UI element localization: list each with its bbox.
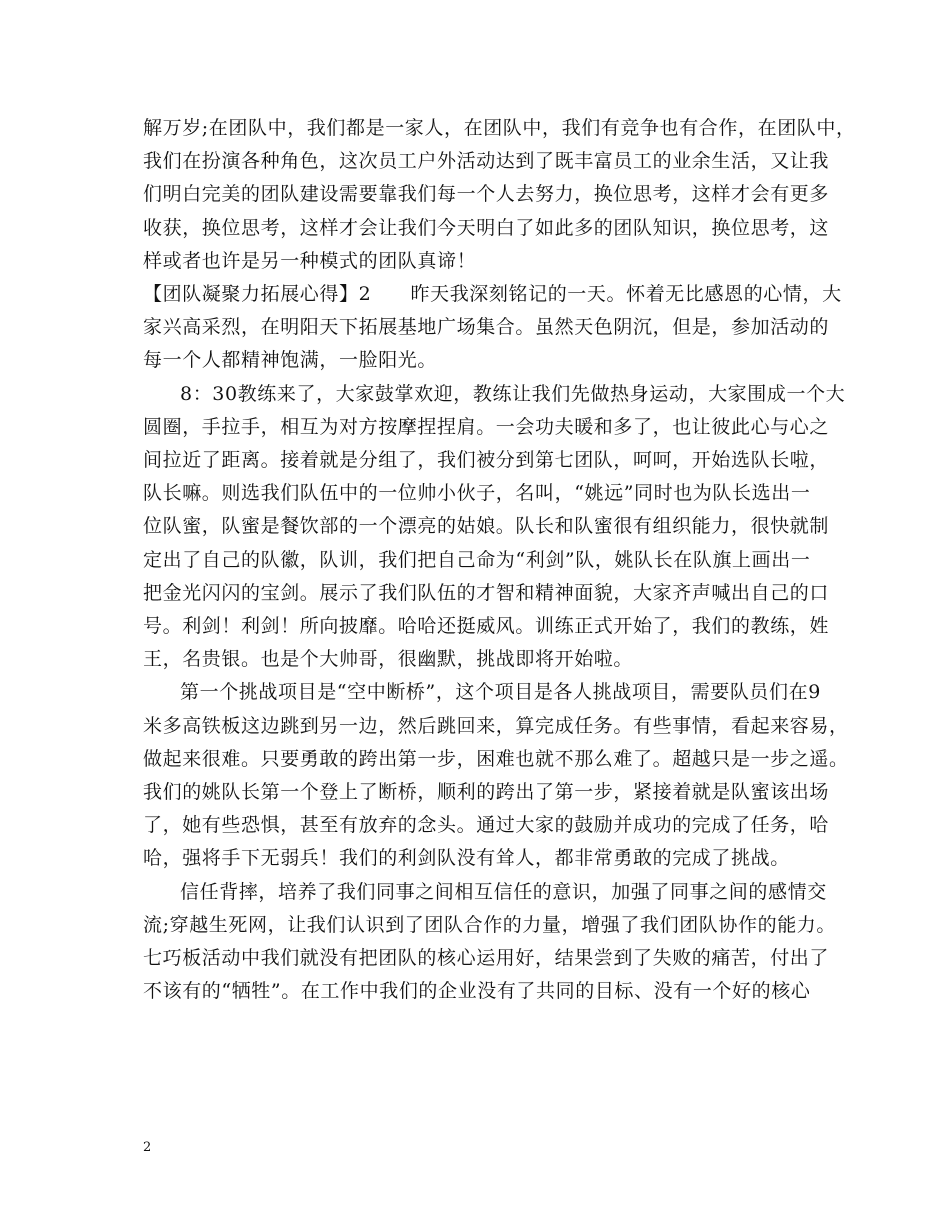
body-text bbox=[143, 112, 856, 1008]
text-line: 米多高铁板这边跳到另一边，然后跳回来，算完成任务。有些事情，看起来容易， bbox=[143, 714, 849, 737]
text-line: 样或者也许是另一种模式的团队真谛！ bbox=[143, 249, 477, 272]
section-heading-line: 【团队凝聚力拓展心得】2 昨天我深刻铭记的一天。怀着无比感恩的心情，大 bbox=[143, 283, 842, 306]
text-line: 们明白完美的团队建设需要靠我们每一个人去努力，换位思考，这样才会有更多 bbox=[143, 183, 830, 206]
text-line: 做起来很难。只要勇敢的跨出第一步，困难也就不那么难了。超越只是一步之遥。 bbox=[143, 747, 849, 770]
text-line: 七巧板活动中我们就没有把团队的核心运用好，结果尝到了失败的痛苦，付出了 bbox=[143, 947, 830, 970]
text-line: 家兴高采烈，在明阳天下拓展基地广场集合。虽然天色阴沉，但是，参加活动的 bbox=[143, 316, 830, 339]
text-line: 王，名贵银。也是个大帅哥，很幽默，挑战即将开始啦。 bbox=[143, 648, 634, 671]
text-line: 间拉近了距离。接着就是分组了，我们被分到第七团队，呵呵，开始选队长啦， bbox=[143, 449, 830, 472]
text-line: 流;穿越生死网，让我们认识到了团队合作的力量，增强了我们团队协作的能力。 bbox=[143, 913, 837, 936]
text-line: 收获，换位思考，这样才会让我们今天明白了如此多的团队知识，换位思考，这 bbox=[143, 216, 830, 239]
paragraph-start-line: 信任背摔，培养了我们同事之间相互信任的意识，加强了同事之间的感情交 bbox=[180, 880, 827, 903]
paragraph-start-line: 8：30教练来了，大家鼓掌欢迎，教练让我们先做热身运动，大家围成一个大 bbox=[180, 382, 846, 405]
page-number: 2 bbox=[143, 1140, 152, 1155]
text-line: 不该有的“牺牲”。在工作中我们的企业没有了共同的目标、没有一个好的核心 bbox=[143, 980, 811, 1003]
text-line: 哈，强将手下无弱兵！我们的利剑队没有耸人，都非常勇敢的完成了挑战。 bbox=[143, 847, 790, 870]
text-line: 号。利剑！利剑！所向披靡。哈哈还挺威风。训练正式开始了，我们的教练，姓 bbox=[143, 615, 830, 638]
text-line: 我们在扮演各种角色，这次员工户外活动达到了既丰富员工的业余生活，又让我 bbox=[143, 150, 830, 173]
paragraph-start-line: 第一个挑战项目是“空中断桥”，这个项目是各人挑战项目，需要队员们在9 bbox=[180, 681, 821, 704]
text-line: 把金光闪闪的宝剑。展示了我们队伍的才智和精神面貌，大家齐声喊出自己的口 bbox=[143, 581, 830, 604]
text-line: 定出了自己的队徽，队训，我们把自己命为“利剑”队，姚队长在队旗上画出一 bbox=[143, 548, 811, 571]
text-line: 每一个人都精神饱满，一脸阳光。 bbox=[143, 349, 438, 372]
text-line: 队长嘛。则选我们队伍中的一位帅小伙子，名叫，“姚远”同时也为队长选出一 bbox=[143, 482, 811, 505]
text-line: 圆圈，手拉手，相互为对方按摩捏捏肩。一会功夫暖和多了，也让彼此心与心之 bbox=[143, 415, 830, 438]
text-line: 解万岁;在团队中，我们都是一家人，在团队中，我们有竞争也有合作，在团队中， bbox=[143, 117, 856, 139]
text-line: 了，她有些恐惧，甚至有放弃的念头。通过大家的鼓励并成功的完成了任务，哈 bbox=[143, 814, 830, 837]
text-line: 我们的姚队长第一个登上了断桥，顺利的跨出了第一步，紧接着就是队蜜该出场 bbox=[143, 781, 830, 804]
text-line: 位队蜜，队蜜是餐饮部的一个漂亮的姑娘。队长和队蜜很有组织能力，很快就制 bbox=[143, 515, 830, 538]
